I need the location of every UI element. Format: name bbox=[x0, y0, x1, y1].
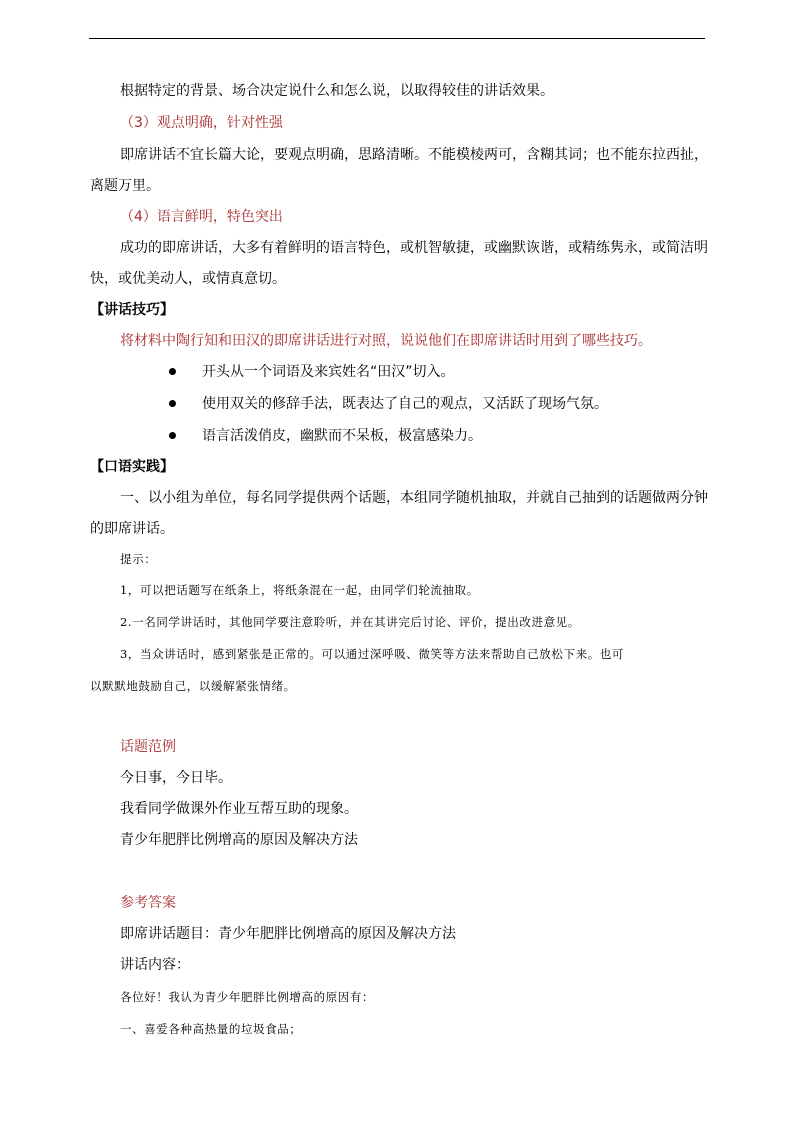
practice-line-2: 的即席讲话。 bbox=[90, 521, 174, 537]
topic-example-2: 我看同学做课外作业互帮互助的现象。 bbox=[120, 801, 358, 817]
section-heading-practice: 【口语实践】 bbox=[90, 459, 174, 475]
answer-content-label: 讲话内容： bbox=[120, 957, 190, 973]
bullet-item-1: 开头从一个词语及来宾姓名“田汉”切入。 bbox=[202, 364, 455, 380]
answer-line-2: 一、喜爱各种高热量的垃圾食品； bbox=[120, 1022, 302, 1036]
topic-example-1: 今日事，今日毕。 bbox=[120, 770, 232, 786]
paragraph-4-line-1: 成功的即席讲话，大多有着鲜明的语言特色，或机智敏捷，或幽默诙谐，或精练隽永，或简洁明 bbox=[120, 240, 708, 256]
tip-item-3-line-1: 3，当众讲话时，感到紧张是正常的。可以通过深呼吸、微笑等方法来帮助自己放松下来。也可 bbox=[120, 647, 625, 661]
section-heading-skills: 【讲话技巧】 bbox=[90, 302, 174, 318]
tip-item-1: 1，可以把话题写在纸条上，将纸条混在一起，由同学们轮流抽取。 bbox=[120, 583, 479, 597]
bullet-dot bbox=[169, 432, 176, 439]
bullet-item-3: 语言活泼俏皮，幽默而不呆板，极富感染力。 bbox=[202, 428, 482, 444]
paragraph-continuation: 根据特定的背景、场合决定说什么和怎么说，以取得较佳的讲话效果。 bbox=[120, 83, 554, 99]
tip-item-3-line-2: 以默默地鼓励自己，以缓解紧张情绪。 bbox=[90, 679, 296, 693]
practice-line-1: 一、以小组为单位，每名同学提供两个话题，本组同学随机抽取，并就自己抽到的话题做两分钟 bbox=[120, 490, 708, 506]
paragraph-3-line-2: 离题万里。 bbox=[90, 178, 160, 194]
bullet-item-2: 使用双关的修辞手法，既表达了自己的观点，又活跃了现场气氛。 bbox=[202, 396, 608, 412]
answer-topic: 即席讲话题目：青少年肥胖比例增高的原因及解决方法 bbox=[120, 926, 456, 942]
skills-task: 将材料中陶行知和田汉的即席讲话进行对照，说说他们在即席讲话时用到了哪些技巧。 bbox=[120, 333, 652, 349]
bullet-dot bbox=[169, 400, 176, 407]
point-heading-3: （3）观点明确，针对性强 bbox=[120, 115, 283, 131]
point-heading-4: （4）语言鲜明，特色突出 bbox=[120, 209, 283, 225]
paragraph-3-line-1: 即席讲话不宜长篇大论，要观点明确，思路清晰。不能模棱两可，含糊其词；也不能东拉西扯， bbox=[120, 147, 708, 163]
tip-title: 提示： bbox=[120, 552, 157, 566]
header-rule bbox=[89, 38, 705, 39]
topic-example-3: 青少年肥胖比例增高的原因及解决方法 bbox=[120, 832, 358, 848]
answer-line-1: 各位好！我认为青少年肥胖比例增高的原因有： bbox=[120, 990, 375, 1004]
tip-item-2: 2.一名同学讲话时，其他同学要注意聆听，并在其讲完后讨论、评价，提出改进意见。 bbox=[120, 615, 580, 629]
topic-examples-title: 话题范例 bbox=[120, 739, 176, 755]
reference-answer-title: 参考答案 bbox=[120, 895, 176, 911]
paragraph-4-line-2: 快，或优美动人，或情真意切。 bbox=[90, 271, 286, 287]
bullet-dot bbox=[169, 368, 176, 375]
